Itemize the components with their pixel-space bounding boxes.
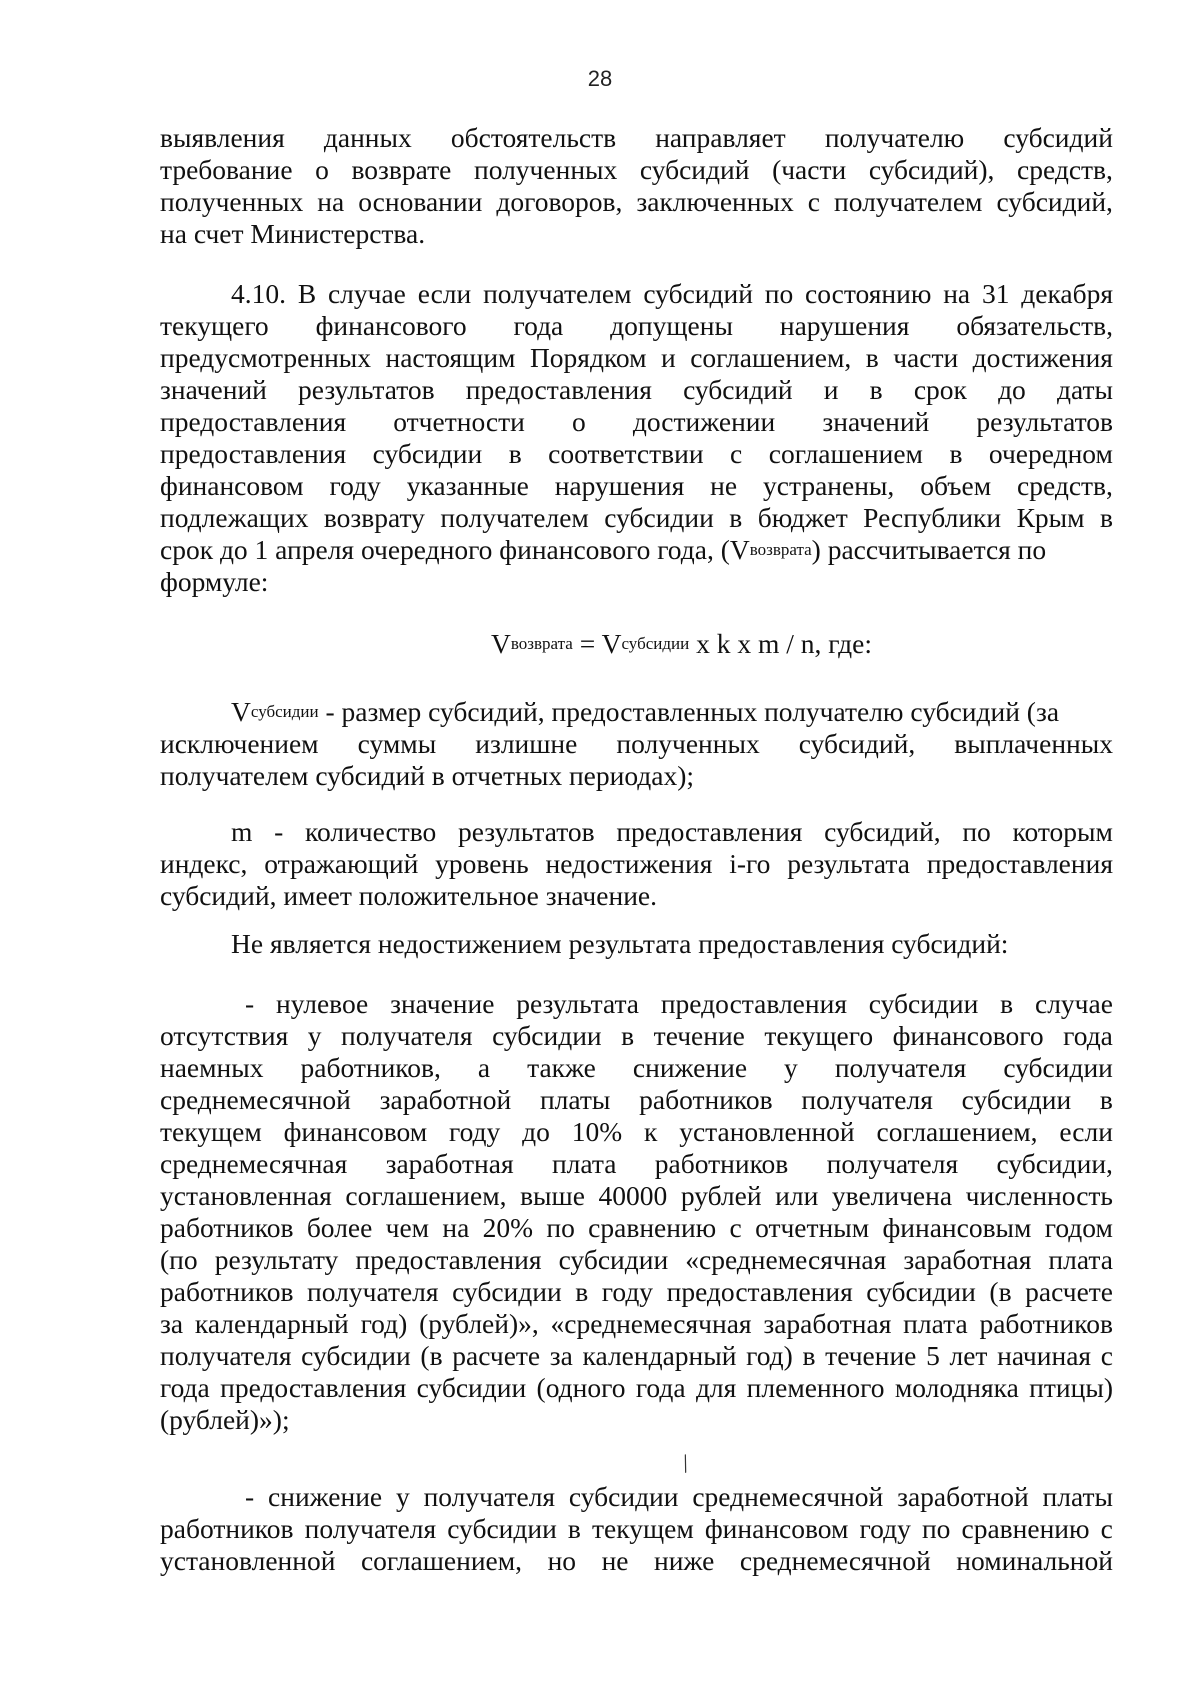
text-line: значений результатов предоставления субсидий и в срок до даты — [160, 374, 1113, 405]
paragraph-m-definition — [160, 816, 1113, 912]
text-line: установленной соглашением, но не ниже среднемесячной номинальной — [160, 1545, 1113, 1576]
text-run: срок до 1 апреля очередного финансового года, (V — [160, 534, 750, 565]
text-run: = V — [572, 628, 622, 659]
subscript: субсидии — [621, 634, 690, 653]
text-line: предоставления отчетности о достижении значений результатов — [160, 406, 1113, 437]
text-line — [160, 696, 1113, 728]
text-line — [160, 628, 1113, 660]
subscript: субсидии — [250, 702, 319, 721]
text-line: среднемесячная заработная плата работников получателя субсидии, — [160, 1148, 1113, 1179]
paragraph-1 — [160, 122, 1113, 250]
subscript: возврата — [749, 540, 812, 559]
text-line: предоставления субсидии в соответствии с соглашением в очередном — [160, 438, 1113, 469]
text-line: формуле: — [160, 566, 269, 597]
text-line: наемных работников, а также снижение у получателя субсидии — [160, 1052, 1113, 1083]
text-run: - размер субсидий, предоставленных получателю субсидий (за — [318, 696, 1060, 727]
text-run: V — [491, 628, 511, 659]
paragraph-bullet-salary-decrease — [160, 1481, 1113, 1577]
paragraph-not-underachievement — [160, 928, 1113, 960]
text-line: получателя субсидии (в расчете за календарный год) в течение 5 лет начиная с — [160, 1340, 1113, 1371]
text-line: выявления данных обстоятельств направляет получателю субсидий — [160, 122, 1113, 153]
text-line: - нулевое значение результата предоставления субсидии в случае — [245, 988, 1113, 1019]
text-line: среднемесячной заработной платы работников получателя субсидии в — [160, 1084, 1113, 1115]
text-line: года предоставления субсидии (одного года для племенного молодняка птицы) — [160, 1372, 1113, 1403]
text-line: исключением суммы излишне полученных субсидий, выплаченных — [160, 728, 1113, 759]
text-line: получателем субсидий в отчетных периодах); — [160, 760, 695, 791]
text-line: (рублей)»); — [160, 1404, 290, 1435]
text-run: ) рассчитывается по — [811, 534, 1047, 565]
subscript: возврата — [510, 634, 573, 653]
paragraph-v-subsidy-definition — [160, 696, 1113, 792]
text-line: отсутствия у получателя субсидии в течение текущего финансового года — [160, 1020, 1113, 1051]
text-line: m - количество результатов предоставления субсидий, по которым — [231, 816, 1113, 847]
formula — [160, 628, 1113, 660]
text-line: субсидий, имеет положительное значение. — [160, 880, 657, 911]
paragraph-bullet-zero-value — [160, 988, 1113, 1436]
text-line: Не является недостижением результата предоставления субсидий: — [231, 928, 1009, 959]
text-line — [160, 534, 1113, 566]
text-line: текущем финансовом году до 10% к установленной соглашением, если — [160, 1116, 1113, 1147]
text-line: предусмотренных настоящим Порядком и соглашением, в части достижения — [160, 342, 1113, 373]
text-line: подлежащих возврату получателем субсидии в бюджет Республики Крым в — [160, 502, 1113, 533]
text-run: x k x m / n, где: — [689, 628, 872, 659]
pen-mark: / — [677, 1448, 694, 1479]
text-line: - снижение у получателя субсидии среднемесячной заработной платы — [245, 1481, 1113, 1512]
text-line: (по результату предоставления субсидии «среднемесячная заработная плата — [160, 1244, 1113, 1275]
text-line: работников более чем на 20% по сравнению с отчетным финансовым годом — [160, 1212, 1113, 1243]
text-line: индекс, отражающий уровень недостижения i-го результата предоставления — [160, 848, 1113, 879]
text-line: текущего финансового года допущены нарушения обязательств, — [160, 310, 1113, 341]
text-line: финансовом году указанные нарушения не устранены, объем средств, — [160, 470, 1113, 501]
paragraph-4-10 — [160, 278, 1113, 598]
text-line: 4.10. В случае если получателем субсидий по состоянию на 31 декабря — [231, 278, 1113, 309]
page-number: 28 — [587, 66, 613, 91]
text-run: V — [231, 696, 251, 727]
text-line: требование о возврате полученных субсидий (части субсидий), средств, — [160, 154, 1113, 185]
text-line: на счет Министерства. — [160, 218, 426, 249]
text-line: работников получателя субсидии в году предоставления субсидии (в расчете — [160, 1276, 1113, 1307]
text-line: за календарный год) (рублей)», «среднемесячная заработная плата работников — [160, 1308, 1113, 1339]
text-line: работников получателя субсидии в текущем финансовом году по сравнению с — [160, 1513, 1113, 1544]
text-line: установленная соглашением, выше 40000 рублей или увеличена численность — [160, 1180, 1113, 1211]
text-line: полученных на основании договоров, заключенных с получателем субсидий, — [160, 186, 1113, 217]
